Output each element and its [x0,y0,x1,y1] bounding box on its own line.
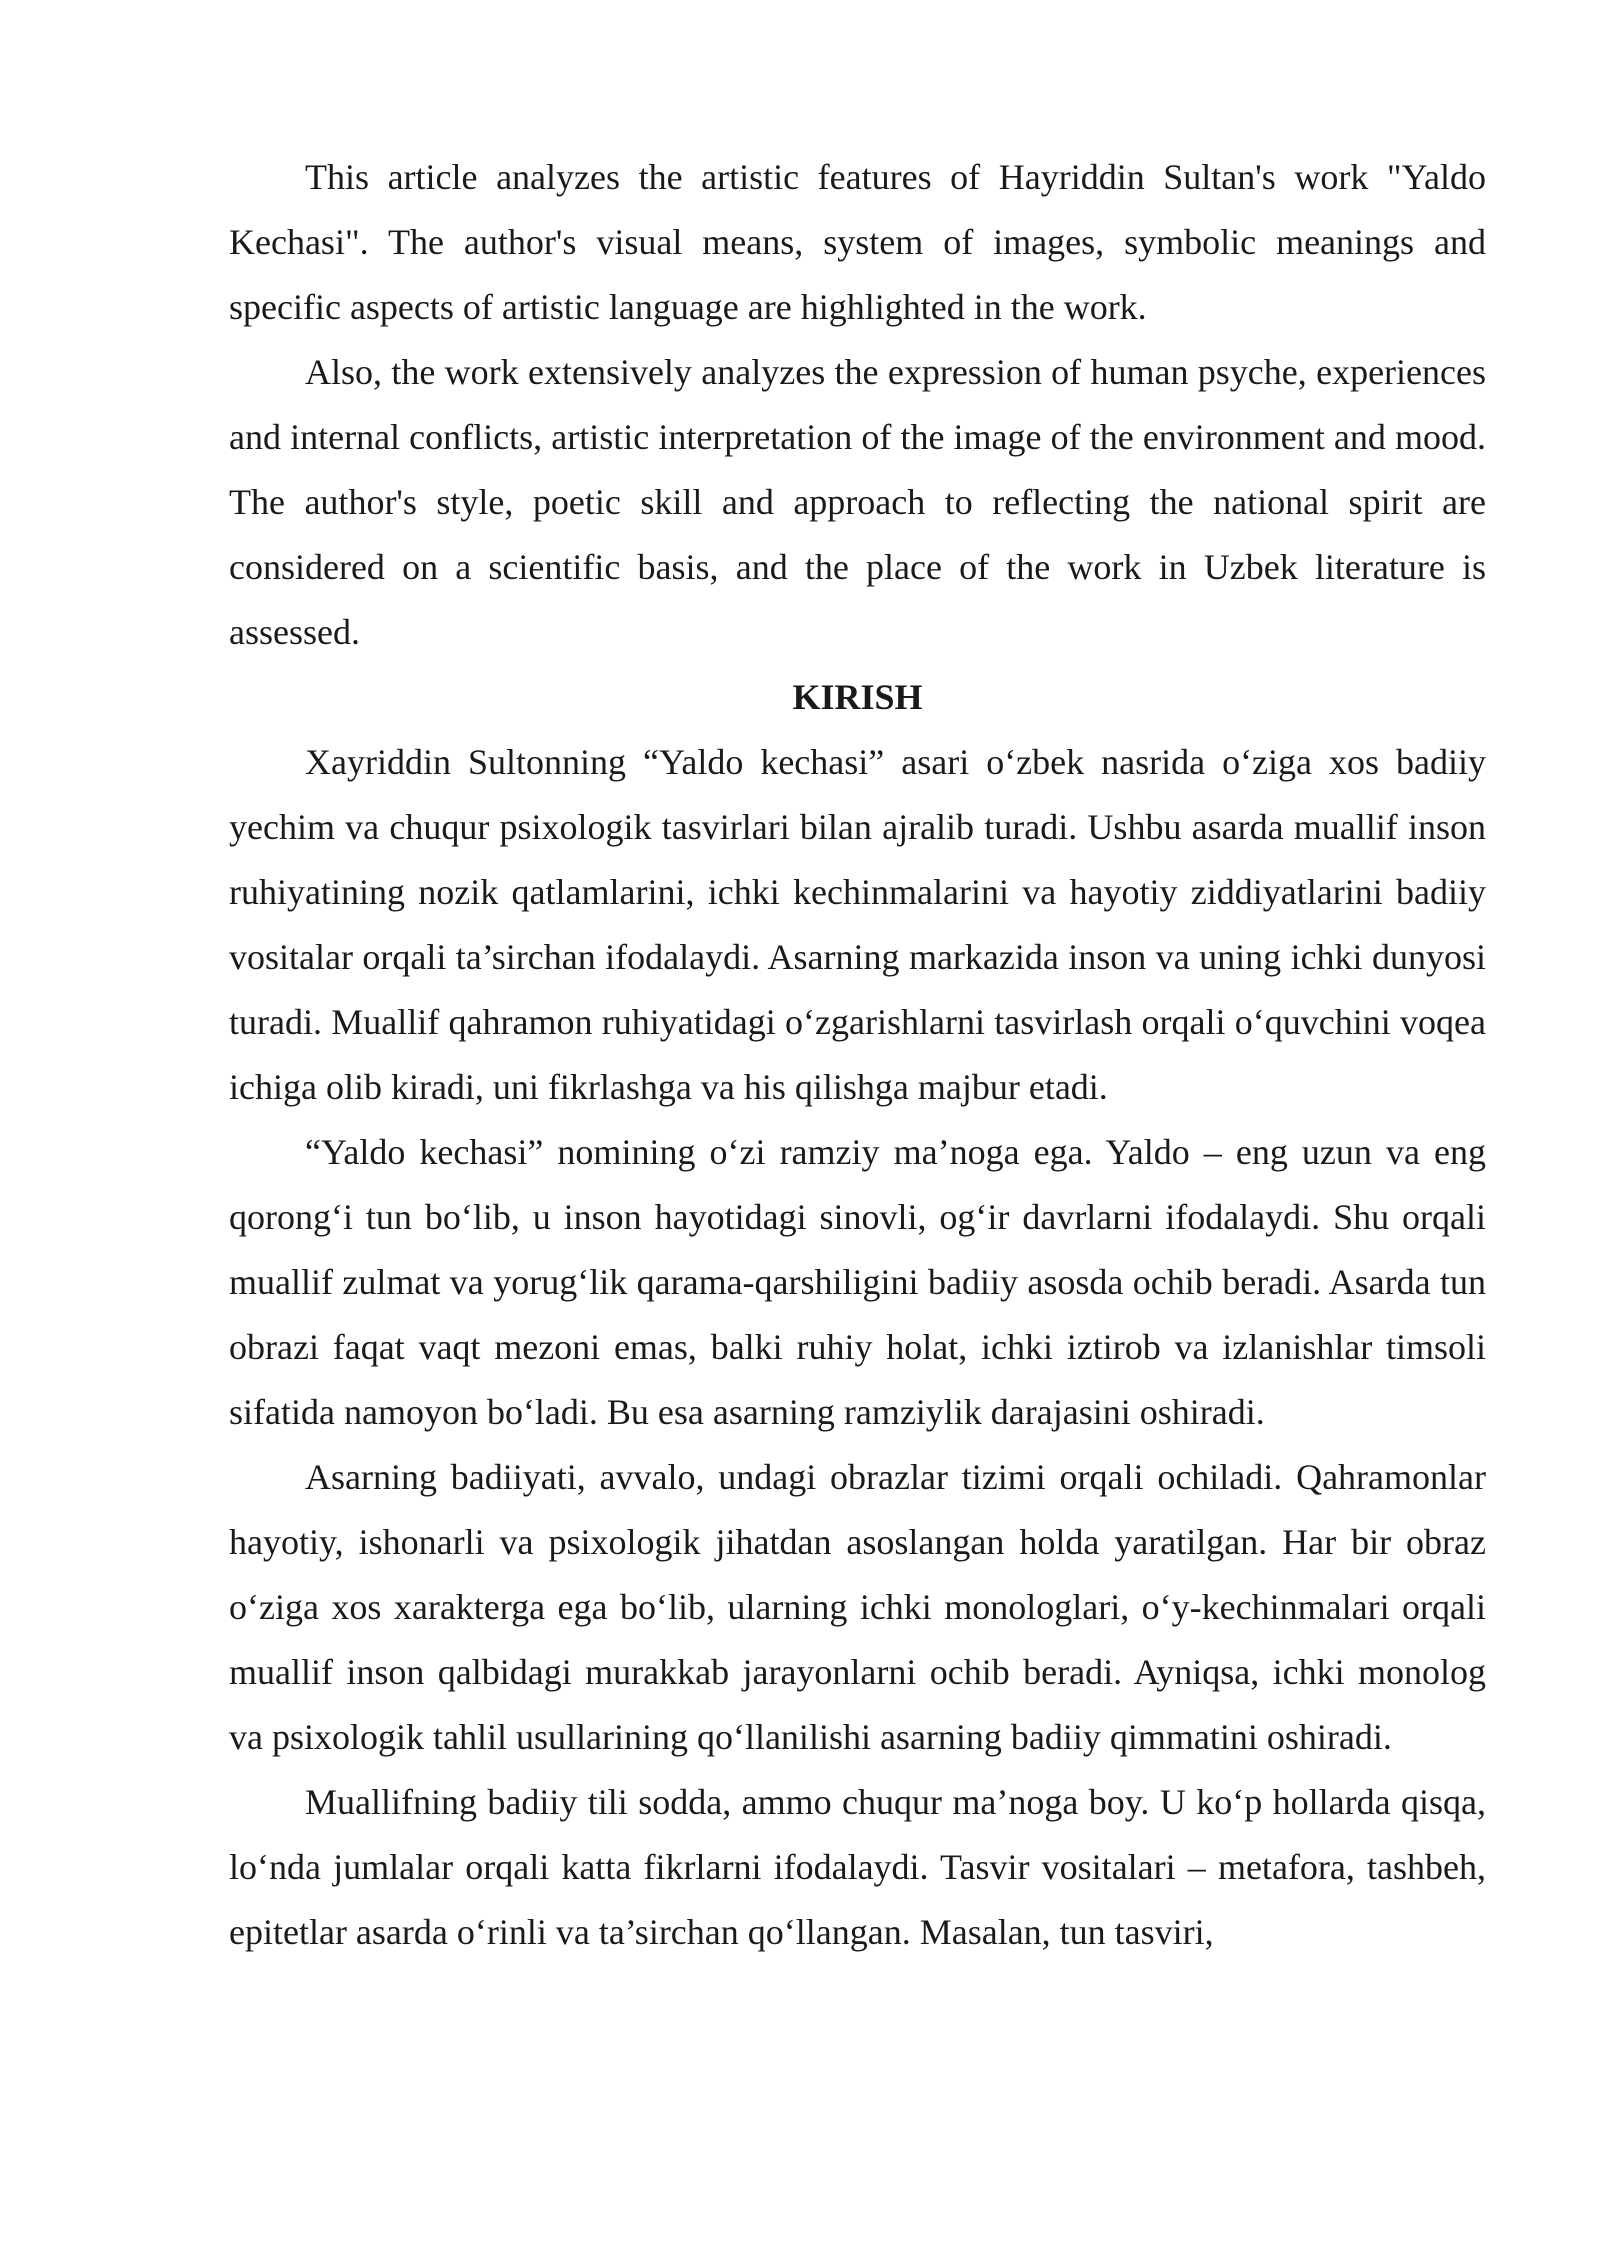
abstract-paragraph-2: Also, the work extensively analyzes the expression of human psyche, experiences and internal conflicts, artistic interpretation of the image of the environment and mood. The author's style, poetic skill and approach to reflecting the national spirit are considered on a scientific basis, and the place of the work in Uzbek literature is assessed. [229,352,1486,652]
body-paragraph-3: Asarning badiiyati, avvalo, undagi obrazlar tizimi orqali ochiladi. Qahramonlar hayotiy, ishonarli va psixologik jihatdan asoslangan holda yaratilgan. Har bir obraz o‘ziga xos xarakterga ega bo‘lib, ularning ichki monologlari, o‘y-kechinmalari orqali muallif inson qalbidagi murakkab jarayonlarni ochib beradi. Ayniqsa, ichki monolog va psixologik tahlil usullarining qo‘llanilishi asarning badiiy qimmatini oshiradi. [229,1457,1486,1757]
document-page [229,145,1486,1965]
section-heading: KIRISH [792,677,923,717]
abstract-paragraph-1: This article analyzes the artistic features of Hayriddin Sultan's work "Yaldo Kechasi". The author's visual means, system of images, symbolic meanings and specific aspects of artistic language are highlighted in the work. [229,157,1486,327]
body-paragraph-4: Muallifning badiiy tili sodda, ammo chuqur ma’noga boy. U ko‘p hollarda qisqa, lo‘nda jumlalar orqali katta fikrlarni ifodalaydi. Tasvir vositalari – metafora, tashbeh, epitetlar asarda o‘rinli va ta’sirchan qo‘llangan. Masalan, tun tasviri, [229,1782,1486,1952]
body-paragraph-2: “Yaldo kechasi” nomining o‘zi ramziy ma’noga ega. Yaldo – eng uzun va eng qorong‘i tun bo‘lib, u inson hayotidagi sinovli, og‘ir davrlarni ifodalaydi. Shu orqali muallif zulmat va yorug‘lik qarama-qarshiligini badiiy asosda ochib beradi. Asarda tun obrazi faqat vaqt mezoni emas, balki ruhiy holat, ichki iztirob va izlanishlar timsoli sifatida namoyon bo‘ladi. Bu esa asarning ramziylik darajasini oshiradi. [229,1132,1486,1432]
body-paragraph-1: Xayriddin Sultonning “Yaldo kechasi” asari o‘zbek nasrida o‘ziga xos badiiy yechim va chuqur psixologik tasvirlari bilan ajralib turadi. Ushbu asarda muallif inson ruhiyatining nozik qatlamlarini, ichki kechinmalarini va hayotiy ziddiyatlarini badiiy vositalar orqali ta’sirchan ifodalaydi. Asarning markazida inson va uning ichki dunyosi turadi. Muallif qahramon ruhiyatidagi o‘zgarishlarni tasvirlash orqali o‘quvchini voqea ichiga olib kiradi, uni fikrlashga va his qilishga majbur etadi. [229,742,1486,1107]
